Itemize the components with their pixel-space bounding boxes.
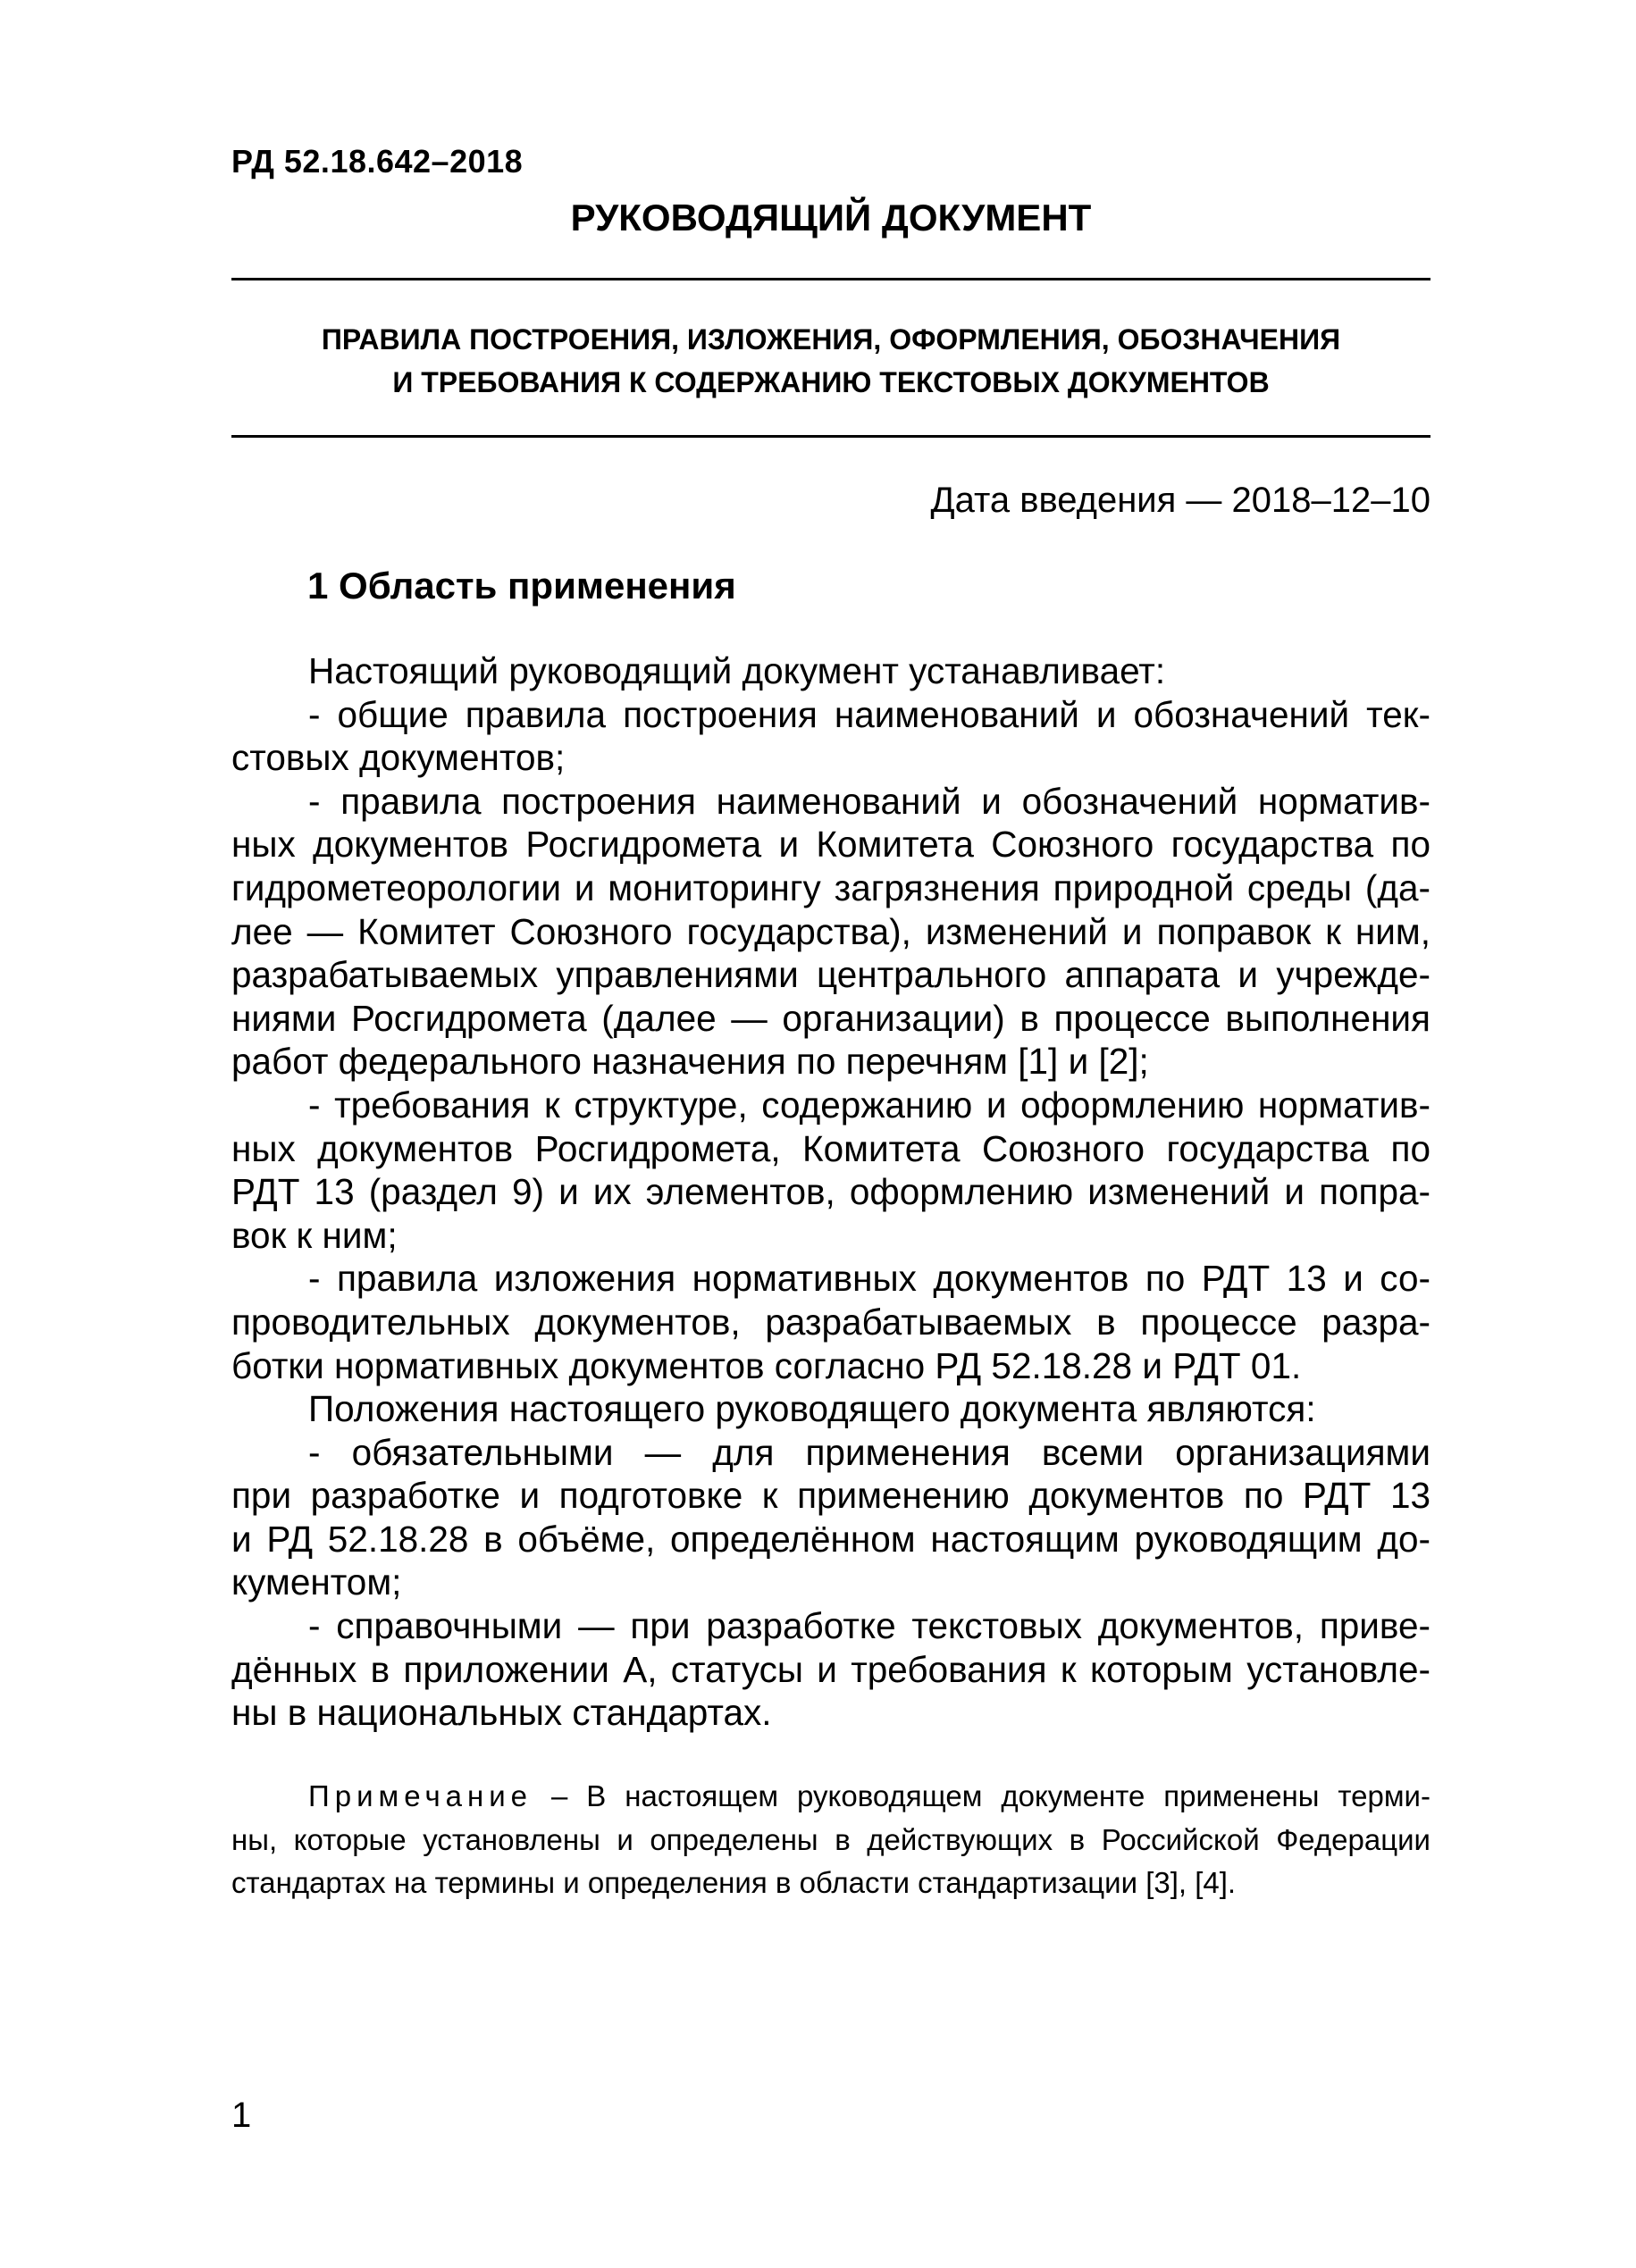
text-line: РДТ 13 (раздел 9) и их элементов, оформлению изменений и попра- — [231, 1171, 1430, 1213]
text-line: ных документов Росгидромета и Комитета Союзного государства по — [231, 824, 1430, 866]
section-body — [231, 649, 1430, 1735]
text-line: проводительных документов, разрабатываемых в процессе разра- — [231, 1301, 1430, 1343]
text-line: Настоящий руководящий документ устанавливает: — [308, 650, 1166, 691]
text-line: ботки нормативных документов согласно РД 52.18.28 и РДТ 01. — [231, 1344, 1302, 1386]
note — [231, 1775, 1430, 1905]
text-line: разрабатываемых управлениями центрального аппарата и учрежде- — [231, 954, 1430, 996]
text-line: - обязательными — для применения всеми организациями — [308, 1431, 1430, 1473]
title-top-rule — [231, 278, 1430, 280]
text-line: - правила изложения нормативных документов по РДТ 13 и со- — [308, 1258, 1430, 1300]
text-line: - требования к структуре, содержанию и оформлению норматив- — [308, 1084, 1430, 1126]
section-heading: 1 Область применения — [307, 565, 736, 607]
document-title-line: ПРАВИЛА ПОСТРОЕНИЯ, ИЗЛОЖЕНИЯ, ОФОРМЛЕНИЯ, ОБОЗНАЧЕНИЯ — [321, 323, 1341, 356]
text-line: работ федерального назначения по перечням [1] и [2]; — [231, 1041, 1149, 1083]
text-line: кументом; — [231, 1561, 402, 1603]
text-line: ны в национальных стандартах. — [231, 1692, 772, 1734]
title-bottom-rule — [231, 435, 1430, 438]
introduction-date: Дата введения — 2018–12–10 — [930, 481, 1430, 520]
note-line: ны, которые установлены и определены в действующих в Российской Федерации — [231, 1822, 1430, 1856]
text-line: вок к ним; — [231, 1214, 398, 1256]
text-line: при разработке и подготовке к применению документов по РДТ 13 — [231, 1475, 1430, 1517]
note-line: стандартах на термины и определения в области стандартизации [3], [4]. — [231, 1866, 1237, 1900]
document-title-line: И ТРЕБОВАНИЯ К СОДЕРЖАНИЮ ТЕКСТОВЫХ ДОКУМЕНТОВ — [392, 366, 1270, 398]
text-line: стовых документов; — [231, 737, 566, 779]
text-line: - правила построения наименований и обозначений норматив- — [308, 780, 1430, 822]
text-line: Положения настоящего руководящего документа являются: — [308, 1388, 1316, 1430]
text-line: гидрометеорологии и мониторингу загрязнения природной среды (да- — [231, 866, 1430, 908]
text-line: ниями Росгидромета (далее — организации) в процессе выполнения — [231, 997, 1430, 1039]
text-line: - справочными — при разработке текстовых документов, приве- — [308, 1605, 1430, 1647]
text-line: дённых в приложении А, статусы и требования к которым установле- — [231, 1648, 1430, 1690]
page-number: 1 — [231, 2096, 252, 2135]
document-code: РД 52.18.642–2018 — [231, 143, 524, 180]
document-type-heading: РУКОВОДЯЩИЙ ДОКУМЕНТ — [570, 197, 1092, 239]
text-line: и РД 52.18.28 в объёме, определённом настоящим руководящим до- — [231, 1518, 1430, 1560]
text-line: ных документов Росгидромета, Комитета Союзного государства по — [231, 1127, 1430, 1169]
text-line: лее — Комитет Союзного государства), изменений и поправок к ним, — [231, 910, 1430, 952]
note-first-line — [231, 1775, 1430, 1819]
document-title — [231, 318, 1430, 404]
note-text: – В настоящем руководящем документе применены терми- — [533, 1779, 1430, 1812]
note-label: Примечание — [308, 1779, 533, 1812]
text-line: - общие правила построения наименований и обозначений тек- — [308, 693, 1430, 735]
